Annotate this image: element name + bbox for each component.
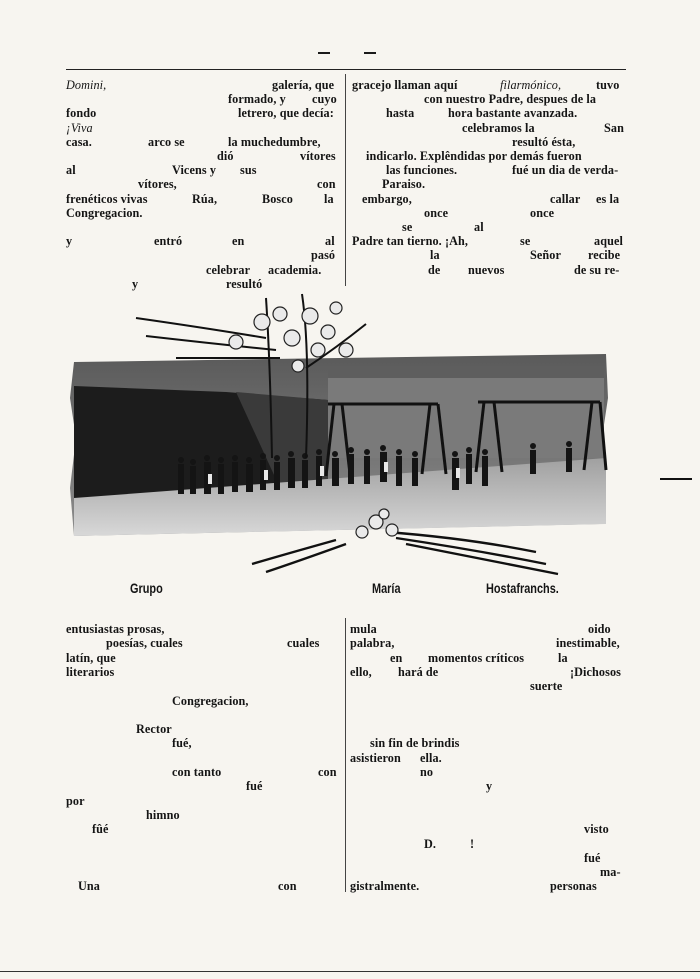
text-fragment: Vicens y: [172, 163, 217, 178]
text-fragment: de su re-: [574, 262, 620, 277]
text-fragment: entró: [154, 234, 183, 249]
text-fragment: con: [317, 177, 336, 192]
text-fragment: cuyo: [312, 92, 337, 107]
text-fragment: las funciones.: [386, 163, 458, 178]
text-fragment: indicarlo. Explêndidas por demás fueron: [366, 149, 582, 163]
text-fragment: fué: [584, 850, 601, 865]
bottom-rule: [0, 971, 700, 972]
text-fragment: asistieron: [350, 750, 401, 765]
text-fragment: Bosco: [262, 191, 293, 206]
text-fragment: dió: [217, 149, 234, 163]
text-fragment: Señor: [530, 248, 561, 263]
text-fragment: por: [66, 793, 85, 808]
text-fragment: ¡Viva: [66, 120, 93, 135]
text-fragment: academia.: [268, 262, 322, 277]
text-fragment: frenéticos vivas: [66, 191, 148, 206]
text-fragment: once: [424, 205, 449, 220]
margin-edge-mark: [660, 478, 692, 480]
text-fragment: fué: [246, 779, 263, 794]
text-fragment: hora bastante avanzada.: [448, 106, 578, 121]
text-fragment: tuvo: [596, 78, 620, 92]
text-fragment: !: [470, 836, 475, 851]
text-fragment: Domini,: [66, 78, 107, 92]
text-fragment: con nuestro Padre, despues de la: [424, 92, 597, 107]
text-fragment: y: [486, 779, 493, 794]
text-fragment: suerte: [530, 679, 563, 694]
caption-word-3: Hostafranchs.: [486, 580, 559, 596]
text-fragment: ello,: [350, 664, 372, 679]
text-fragment: la: [324, 191, 334, 206]
text-fragment: once: [530, 205, 555, 220]
text-fragment: Paraiso.: [382, 177, 426, 192]
text-fragment: al: [474, 220, 484, 234]
text-fragment: no: [420, 765, 434, 779]
text-fragment: entusiastas prosas,: [66, 622, 165, 636]
text-fragment: la: [558, 650, 568, 665]
text-fragment: se: [520, 234, 531, 249]
text-fragment: la: [430, 248, 440, 263]
text-fragment: letrero, que decía:: [238, 106, 334, 121]
text-fragment: fué,: [172, 736, 192, 751]
text-fragment: inestimable,: [556, 636, 620, 651]
text-fragment: San: [604, 120, 624, 135]
text-fragment: fondo: [66, 106, 97, 121]
text-fragment: con tanto: [172, 765, 222, 779]
text-fragment: Padre tan tierno. ¡Ah,: [352, 234, 469, 249]
text-fragment: arco se: [148, 134, 185, 149]
text-fragment: en: [232, 234, 245, 249]
text-fragment: con: [318, 765, 337, 779]
text-fragment: recibe: [588, 248, 621, 263]
text-fragment: fûé: [92, 822, 109, 837]
text-fragment: callar: [550, 191, 581, 206]
text-fragment: pasó: [311, 248, 336, 263]
text-fragment: es la: [596, 191, 620, 206]
text-fragment: Congregacion.: [66, 205, 143, 220]
text-fragment: vítores: [300, 149, 336, 163]
text-fragment: en: [390, 650, 403, 665]
group-photograph: [66, 288, 614, 580]
text-fragment: de: [428, 262, 441, 277]
text-fragment: resultó: [226, 276, 263, 291]
text-fragment: hasta: [386, 106, 415, 121]
header-rule: [66, 69, 626, 70]
text-fragment: aquel: [594, 234, 623, 249]
text-fragment: se: [402, 220, 413, 234]
column-divider-top: [345, 74, 346, 286]
text-fragment: ma-: [600, 865, 621, 880]
text-fragment: celebramos la: [462, 120, 535, 135]
text-fragment: galería, que: [272, 78, 335, 92]
text-fragment: latín, que: [66, 650, 116, 665]
text-fragment: D.: [424, 836, 437, 851]
caption-word-1: Grupo: [130, 580, 163, 596]
text-fragment: himno: [146, 807, 180, 822]
text-fragment: oido: [588, 622, 611, 636]
text-fragment: cuales: [287, 636, 320, 651]
caption-word-2: María: [372, 580, 401, 596]
text-fragment: hará de: [398, 664, 439, 679]
text-fragment: y: [66, 234, 73, 249]
text-fragment: mula: [350, 622, 377, 636]
text-fragment: personas: [550, 879, 597, 894]
text-fragment: celebrar: [206, 262, 251, 277]
text-fragment: fué un dia de verda-: [512, 163, 619, 178]
header-dash-right: [364, 52, 376, 54]
text-fragment: gracejo llaman aquí: [352, 78, 458, 92]
text-fragment: ¡Dichosos: [570, 664, 622, 679]
text-fragment: filarmónico,: [500, 78, 562, 92]
text-fragment: gistralmente.: [350, 879, 420, 894]
text-fragment: nuevos: [468, 262, 505, 277]
text-fragment: Congregacion,: [172, 693, 249, 708]
text-fragment: momentos críticos: [428, 650, 525, 665]
column-divider-bottom: [345, 618, 346, 892]
text-fragment: literarios: [66, 664, 115, 679]
text-fragment: y: [132, 276, 139, 291]
text-fragment: visto: [584, 822, 609, 837]
text-fragment: embargo,: [362, 191, 412, 206]
text-fragment: Rúa,: [192, 191, 218, 206]
header-dash-left: [318, 52, 330, 54]
text-fragment: al: [66, 163, 76, 178]
text-fragment: Rector: [136, 722, 172, 737]
text-fragment: la muchedumbre,: [228, 134, 321, 149]
text-fragment: formado, y: [228, 92, 286, 107]
text-fragment: poesías, cuales: [106, 636, 183, 651]
text-fragment: al: [325, 234, 335, 249]
photo-illustration: [66, 288, 614, 580]
text-fragment: ella.: [420, 750, 442, 765]
text-fragment: resultó ésta,: [512, 134, 576, 149]
text-fragment: casa.: [66, 134, 92, 149]
text-fragment: vítores,: [138, 177, 177, 192]
text-fragment: sus: [240, 163, 257, 178]
text-fragment: Una: [78, 879, 100, 894]
text-fragment: con: [278, 879, 297, 894]
text-fragment: sin fin de brindis: [370, 736, 460, 751]
text-fragment: palabra,: [350, 636, 395, 651]
